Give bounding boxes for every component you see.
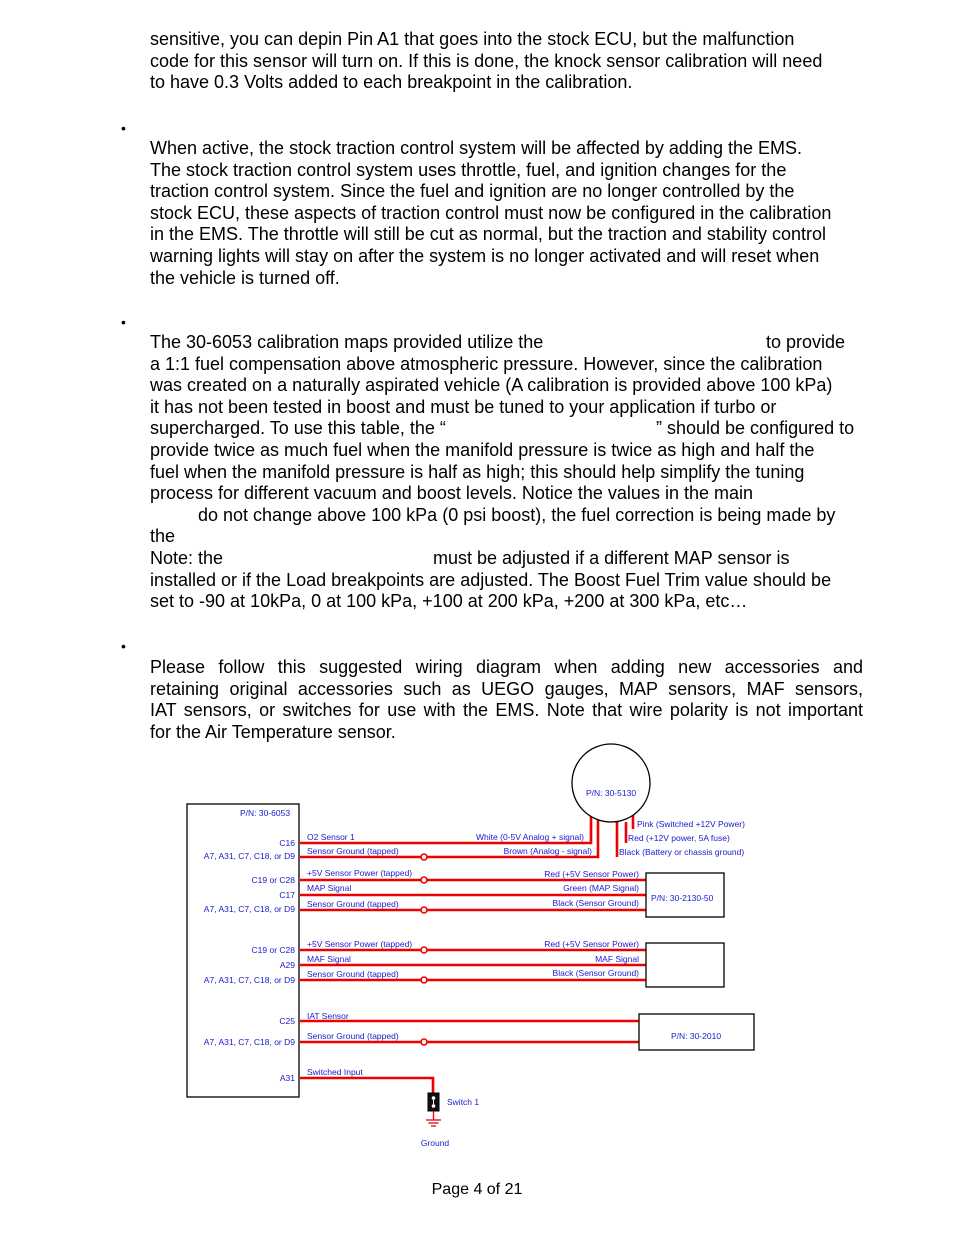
label-maf-red: Red (+5V Sensor Power) — [544, 939, 639, 949]
label-switched-input: Switched Input — [307, 1067, 363, 1077]
label-map-green: Green (MAP Signal) — [563, 883, 639, 893]
label-black-ground: Black (Battery or chassis ground) — [619, 847, 745, 857]
bullet-traction-control: • — [121, 120, 126, 136]
paragraph-wiring: Please follow this suggested wiring diagram when adding new accessories and retaining original accessories such as UEGO gauges, MAP sensors, MAF sensors, IAT sensors, or switches for use with the EMS. Note that wire polarity is not important for the Air Temperature sensor. — [150, 657, 863, 742]
label-pink-power: Pink (Switched +12V Power) — [637, 819, 745, 829]
pin-ground-1: A7, A31, C7, C18, or D9 — [203, 851, 295, 861]
maf-sensor-box — [646, 943, 724, 987]
ground-label: Ground — [420, 1138, 450, 1148]
label-map-signal: MAP Signal — [307, 883, 352, 893]
label-o2-sensor: O2 Sensor 1 — [307, 832, 355, 842]
label-iat-sensor: IAT Sensor — [307, 1011, 349, 1021]
label-map-red: Red (+5V Sensor Power) — [544, 869, 639, 879]
label-sensor-ground-2: Sensor Ground (tapped) — [307, 899, 399, 909]
uego-part-number: P/N: 30-5130 — [585, 788, 637, 798]
tap-points — [421, 854, 427, 1045]
bullet-boost: • — [121, 314, 126, 330]
iat-part-number: P/N: 30-2010 — [670, 1031, 722, 1041]
label-brown-analog: Brown (Analog - signal) — [503, 846, 592, 856]
label-maf-signal-device: MAF Signal — [595, 954, 639, 964]
map-part-number: P/N: 30-2130-50 — [651, 893, 714, 903]
pin-a31: A31 — [279, 1073, 295, 1083]
pin-c25: C25 — [279, 1016, 295, 1026]
label-sensor-ground-1: Sensor Ground (tapped) — [307, 846, 399, 856]
ems-part-number: P/N: 30-6053 — [239, 808, 291, 818]
pin-a29: A29 — [279, 960, 295, 970]
paragraph-boost-fuel: The 30-6053 calibration maps provided utilize the to provide a 1:1 fuel compensation above atmospheric pressure. However, since the calibration was created on a naturally aspirated vehicle (A calibration is provided above 100 kPa) it has not been tested in boost and must be tuned to your application if turbo or supercharged. To use this table, the “ ” should be configured to provide twice as much fuel when the manifold pressure is twice as high and half the fuel when the manifold pressure is half as high; this should help simplify the tuning process for different vacuum and boost levels. Notice the values in the main do not change above 100 kPa (0 psi boost), the fuel correction is being made by the Note: the must be adjusted if a different MAP sensor is installed or if the Load breakpoints are adjusted. The Boost Fuel Trim value should be set to -90 at 10kPa, 0 at 100 kPa, +100 at 200 kPa, +200 at 300 kPa, etc… — [150, 332, 855, 612]
switch-icon — [428, 1093, 439, 1111]
label-map-black: Black (Sensor Ground) — [552, 898, 639, 908]
paragraph-knock-sensor: sensitive, you can depin Pin A1 that goes into the stock ECU, but the malfunction code for this sensor will turn on. If this is done, the knock sensor calibration will need to have 0.3 Volts added to each breakpoint in the calibration. — [150, 29, 823, 93]
pin-c16: C16 — [279, 838, 295, 848]
pin-c19-c28-1: C19 or C28 — [251, 875, 295, 885]
uego-controller — [572, 744, 650, 822]
switch-label: Switch 1 — [447, 1097, 480, 1107]
label-maf-signal: MAF Signal — [307, 954, 351, 964]
page-number: Page 4 of 21 — [431, 1181, 523, 1198]
bullet-wiring: • — [121, 638, 126, 654]
label-sensor-ground-3: Sensor Ground (tapped) — [307, 969, 399, 979]
pin-c19-c28-2: C19 or C28 — [251, 945, 295, 955]
label-sensor-ground-4: Sensor Ground (tapped) — [307, 1031, 399, 1041]
wire-switched-input — [300, 1078, 433, 1093]
pin-ground-2: A7, A31, C7, C18, or D9 — [203, 904, 295, 914]
label-maf-black: Black (Sensor Ground) — [552, 968, 639, 978]
ground-icon — [426, 1111, 441, 1126]
label-sensor-power-2: +5V Sensor Power (tapped) — [307, 939, 413, 949]
label-sensor-power-1: +5V Sensor Power (tapped) — [307, 868, 413, 878]
pin-c17: C17 — [279, 890, 295, 900]
pin-ground-4: A7, A31, C7, C18, or D9 — [203, 1037, 295, 1047]
paragraph-traction-control: When active, the stock traction control system will be affected by adding the EMS. The stock traction control system uses throttle, fuel, and ignition changes for the traction control system. Since the fuel and ignition are no longer controlled by the stock ECU, these aspects of traction control must now be configured in the calibration in the EMS. The throttle will still be cut as normal, but the traction and stability control warning lights will stay on after the system is no longer activated and will reset when the vehicle is turned off. — [150, 138, 832, 288]
label-white-analog: White (0-5V Analog + signal) — [476, 832, 584, 842]
label-red-power: Red (+12V power, 5A fuse) — [628, 833, 730, 843]
pin-ground-3: A7, A31, C7, C18, or D9 — [203, 975, 295, 985]
